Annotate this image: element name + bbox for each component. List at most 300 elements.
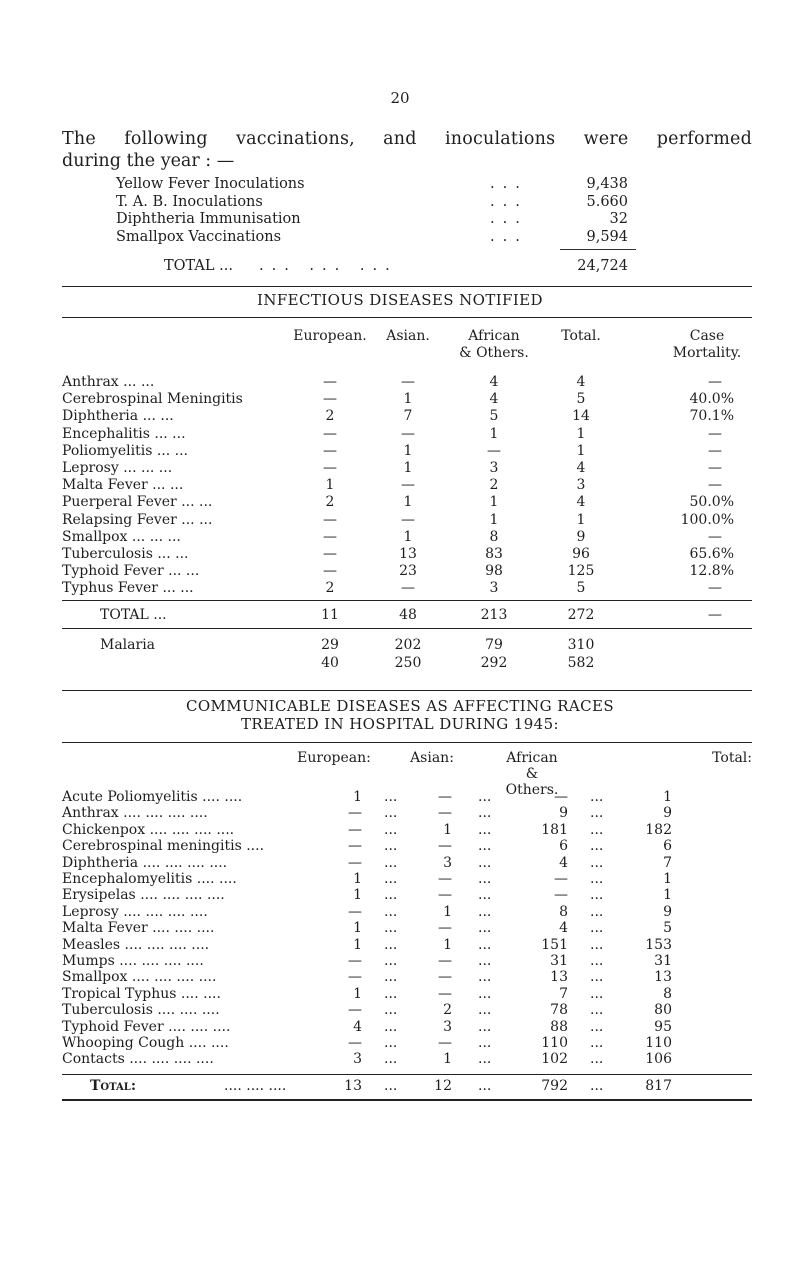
cell-asian: — <box>438 953 452 969</box>
intro-line-2: during the year : — <box>62 151 235 171</box>
cell-african: 8 <box>489 528 499 545</box>
leader-dots: ... <box>590 838 604 855</box>
cell-case-mortality: 70.1% <box>689 408 734 425</box>
cell-asian: 1 <box>403 391 413 408</box>
row-name: Cerebrospinal meningitis .... <box>62 838 265 855</box>
page-number: 20 <box>390 89 410 107</box>
cell-total: 4 <box>576 460 586 476</box>
row-name: Encephalitis ... ... <box>62 425 186 442</box>
table-row <box>62 937 752 954</box>
cell-african: 79 <box>485 637 503 653</box>
cell-african: 4 <box>489 391 499 408</box>
intro-line-1: The following vaccinations, and inoculations were performed <box>62 129 752 149</box>
leader-dots: ... <box>384 936 398 953</box>
vaccination-label: Diphtheria Immunisation <box>116 211 301 227</box>
cell-case-mortality: 12.8% <box>689 563 734 580</box>
leader-dots: ... <box>590 985 604 1002</box>
leader-dots: ... <box>384 1035 398 1051</box>
leader-dots: ... <box>384 903 398 920</box>
cell-african: 792 <box>541 1078 568 1094</box>
row-name: Smallpox .... .... .... .... <box>62 969 217 986</box>
cell-european: — <box>348 953 362 969</box>
cell-african: 4 <box>559 854 568 871</box>
cell-european: — <box>323 563 337 580</box>
cell-european: — <box>323 460 337 476</box>
cell-asian: 12 <box>434 1078 452 1094</box>
cell-asian: 2 <box>443 1002 452 1019</box>
cell-european: — <box>348 1002 362 1019</box>
malaria-row <box>62 655 752 672</box>
leader-dots: ... <box>384 1002 398 1019</box>
row-name: Anthrax .... .... .... .... <box>62 805 208 822</box>
table-row <box>62 426 752 443</box>
table-row <box>62 871 752 888</box>
cell-european: — <box>348 903 362 920</box>
cell-european: — <box>348 854 362 871</box>
cell-case-mortality: — <box>708 442 722 459</box>
cell-case-mortality: — <box>708 528 722 545</box>
leader-dots: ... <box>478 1035 492 1051</box>
cell-asian: 1 <box>403 460 413 476</box>
cell-total: 3 <box>576 477 586 494</box>
cell-european: — <box>348 838 362 855</box>
cell-asian: 48 <box>399 607 417 623</box>
leader-dots: ... <box>590 871 604 887</box>
cell-total: 31 <box>654 953 672 969</box>
col-header-african-line1: African <box>506 750 558 766</box>
cell-total: 1 <box>576 442 586 459</box>
cell-asian: — <box>438 969 452 986</box>
cell-total: 4 <box>576 494 586 511</box>
cell-total: 9 <box>576 528 586 545</box>
table-row <box>62 953 752 970</box>
row-name: Tropical Typhus .... .... <box>62 985 221 1002</box>
col-header-case-line2: Mortality. <box>672 345 742 361</box>
vaccination-row <box>116 229 646 247</box>
leader-dots: ... <box>590 1078 604 1094</box>
cell-asian: — <box>401 511 415 528</box>
col-header-african <box>444 328 544 362</box>
cell-european: — <box>323 442 337 459</box>
row-name: Diphtheria .... .... .... .... <box>62 854 228 871</box>
divider <box>62 600 752 601</box>
vaccination-value: 9,438 <box>586 176 628 192</box>
cell-asian: 1 <box>403 528 413 545</box>
cell-african: 13 <box>550 969 568 986</box>
table-row <box>62 580 752 597</box>
leader-dots: ... <box>490 211 528 227</box>
cell-european: 4 <box>353 1018 362 1035</box>
cell-asian: 1 <box>443 903 452 920</box>
leader-dots: ... <box>384 985 398 1002</box>
cell-case-mortality: — <box>708 580 722 597</box>
row-name: Chickenpox .... .... .... .... <box>62 821 235 838</box>
vaccination-total-value: 24,724 <box>577 258 628 274</box>
vaccination-total-label: TOTAL ... <box>164 258 233 274</box>
infectious-total-row <box>62 607 752 624</box>
cell-african: — <box>487 442 501 459</box>
cell-european: — <box>323 546 337 562</box>
leader-dots: ... <box>384 1051 398 1068</box>
cell-african: 3 <box>489 460 499 476</box>
cell-european: 29 <box>321 637 339 653</box>
col-header-african-line1: African <box>468 328 520 344</box>
leader-dots: ... <box>478 936 492 953</box>
row-name: Typhus Fever ... ... <box>62 580 194 597</box>
table-row <box>62 1002 752 1019</box>
row-name: Relapsing Fever ... ... <box>62 511 213 528</box>
leader-dots: ... <box>478 903 492 920</box>
leader-dots: ... <box>590 920 604 937</box>
vaccination-total-row <box>164 258 646 274</box>
leader-dots: ... <box>590 854 604 871</box>
cell-african: 31 <box>550 953 568 969</box>
row-name: Malaria <box>100 637 156 653</box>
cell-asian: — <box>401 477 415 494</box>
leader-dots: ... <box>384 920 398 937</box>
leader-dots: ... <box>384 1018 398 1035</box>
vaccination-label: T. A. B. Inoculations <box>116 193 263 210</box>
table-row <box>62 838 752 855</box>
col-header-african-line2: & <box>525 766 539 782</box>
cell-asian: — <box>401 580 415 597</box>
cell-asian: — <box>438 805 452 822</box>
cell-african: 292 <box>480 655 508 671</box>
leader-dots: ... <box>384 838 398 855</box>
cell-total: 272 <box>567 607 595 623</box>
communicable-heading-1: COMMUNICABLE DISEASES AS AFFECTING RACES <box>185 697 615 715</box>
table-row <box>62 986 752 1003</box>
vaccination-label: Yellow Fever Inoculations <box>116 176 305 192</box>
row-name: Diphtheria ... ... <box>62 408 174 425</box>
table-row <box>62 904 752 921</box>
cell-asian: 1 <box>403 442 413 459</box>
leader-dots: ... <box>478 1051 492 1068</box>
cell-african: 3 <box>489 580 499 597</box>
cell-total: 4 <box>576 374 586 390</box>
cell-asian: 250 <box>394 655 422 671</box>
leader-dots: ... <box>478 920 492 937</box>
col-header-total: Total: <box>712 750 752 766</box>
row-name: Leprosy ... ... ... <box>62 460 173 476</box>
cell-total: 1 <box>663 871 672 887</box>
cell-case-mortality: — <box>708 374 722 390</box>
cell-european: 1 <box>325 477 335 494</box>
cell-total: 80 <box>654 1002 672 1019</box>
leader-dots: ... <box>384 953 398 969</box>
cell-total: 182 <box>645 821 672 838</box>
cell-case-mortality: — <box>708 477 722 494</box>
leader-dots: ... <box>384 805 398 822</box>
row-name: Typhoid Fever ... ... <box>62 563 200 580</box>
leader-dots: ... <box>590 887 604 904</box>
infectious-heading: INFECTIOUS DISEASES NOTIFIED <box>257 291 543 309</box>
leader-dots: ... <box>478 854 492 871</box>
row-name: Tuberculosis ... ... <box>62 546 189 562</box>
leader-dots: ... <box>478 953 492 969</box>
row-name: Poliomyelitis ... ... <box>62 442 188 459</box>
vaccination-label: Smallpox Vaccinations <box>116 228 282 245</box>
table-row <box>62 477 752 494</box>
communicable-total-row <box>62 1078 752 1095</box>
cell-case-mortality: 65.6% <box>689 546 734 562</box>
leader-dots: ... <box>478 1018 492 1035</box>
table-row <box>62 855 752 872</box>
leader-dots: ... <box>590 1051 604 1068</box>
cell-asian: 23 <box>399 563 417 580</box>
leader-dots: ... <box>590 903 604 920</box>
cell-total: 310 <box>567 637 595 653</box>
row-name: Leprosy .... .... .... .... <box>62 903 208 920</box>
cell-african: 6 <box>559 838 568 855</box>
table-row <box>62 512 752 529</box>
cell-african: 1 <box>489 511 499 528</box>
cell-african: 2 <box>489 477 499 494</box>
communicable-heading-2: TREATED IN HOSPITAL DURING 1945: <box>240 715 560 733</box>
cell-european: — <box>323 511 337 528</box>
cell-case-mortality: 40.0% <box>689 391 734 408</box>
leader-dots: ... <box>490 228 528 245</box>
cell-african: 5 <box>489 408 499 425</box>
cell-asian: 1 <box>443 936 452 953</box>
cell-total: 1 <box>663 789 672 805</box>
leader-dots: ... <box>478 821 492 838</box>
leader-dots: ... <box>478 969 492 986</box>
vaccination-row <box>116 194 646 212</box>
row-name: Measles .... .... .... .... <box>62 936 210 953</box>
table-row <box>62 822 752 839</box>
cell-african: 8 <box>559 903 568 920</box>
cell-total: 5 <box>663 920 672 937</box>
cell-total: 9 <box>663 805 672 822</box>
col-header-case-mortality <box>662 328 752 362</box>
cell-asian: 1 <box>443 1051 452 1068</box>
row-name: TOTAL ... <box>100 607 167 623</box>
cell-european: 1 <box>353 936 362 953</box>
cell-total: 96 <box>572 546 590 562</box>
cell-african: 9 <box>559 805 568 822</box>
table-row <box>62 494 752 511</box>
col-header-case-line1: Case <box>689 328 725 344</box>
cell-african: — <box>554 887 568 904</box>
cell-asian: — <box>438 920 452 937</box>
cell-total: 95 <box>654 1018 672 1035</box>
divider <box>62 628 752 629</box>
divider <box>62 317 752 318</box>
cell-african: 88 <box>550 1018 568 1035</box>
leader-dots: ... <box>590 805 604 822</box>
divider <box>62 742 752 743</box>
cell-total: 153 <box>645 936 672 953</box>
cell-european: 1 <box>353 789 362 805</box>
col-header-african-line3: Others. <box>505 782 559 798</box>
cell-total: 5 <box>576 391 586 408</box>
leader-dots: ... <box>590 1018 604 1035</box>
leader-dots: ... <box>478 1078 492 1094</box>
row-name: Malta Fever .... .... .... <box>62 920 215 937</box>
row-name: Erysipelas .... .... .... .... <box>62 887 225 904</box>
cell-european: — <box>323 391 337 408</box>
cell-asian: 3 <box>443 1018 452 1035</box>
cell-total: 8 <box>663 985 672 1002</box>
vaccination-value: 9,594 <box>586 228 628 245</box>
cell-european: 1 <box>353 871 362 887</box>
vaccination-row <box>116 211 646 229</box>
row-name: Contacts .... .... .... .... <box>62 1051 214 1068</box>
table-row <box>62 563 752 580</box>
table-row <box>62 920 752 937</box>
cell-asian: 1 <box>443 821 452 838</box>
leader-dots: ... <box>590 936 604 953</box>
col-header-european: European: <box>297 750 371 766</box>
leader-dots: ... <box>590 1035 604 1051</box>
row-name: Tuberculosis .... .... .... <box>62 1002 220 1019</box>
cell-african: 181 <box>541 821 568 838</box>
leader-dots: ... <box>384 1078 398 1094</box>
cell-african: 110 <box>541 1035 568 1051</box>
leader-dots: ... <box>384 854 398 871</box>
leader-dots: ... <box>478 838 492 855</box>
leader-dots: ... <box>384 969 398 986</box>
table-row <box>62 969 752 986</box>
divider <box>62 1099 752 1101</box>
cell-african: 98 <box>485 563 503 580</box>
row-name: Whooping Cough .... .... <box>62 1035 229 1051</box>
table-row <box>62 374 752 391</box>
leader-dots: ... <box>478 789 492 805</box>
cell-african: 1 <box>489 494 499 511</box>
leader-dots: ... ... ... <box>259 258 398 274</box>
cell-european: — <box>348 969 362 986</box>
cell-european: 1 <box>353 985 362 1002</box>
vaccinations-list <box>116 176 646 246</box>
row-name: Encephalomyelitis .... .... <box>62 871 237 887</box>
leader-dots: ... <box>590 953 604 969</box>
row-name: Anthrax ... ... <box>62 374 155 390</box>
cell-african: 4 <box>489 374 499 390</box>
leader-dots: ... <box>384 887 398 904</box>
row-name: Puerperal Fever ... ... <box>62 494 213 511</box>
divider <box>62 690 752 691</box>
cell-total: 7 <box>663 854 672 871</box>
leader-dots: ... <box>384 789 398 805</box>
cell-european: 11 <box>321 607 339 623</box>
cell-european: 2 <box>325 580 335 597</box>
table-row <box>62 460 752 477</box>
cell-african: 78 <box>550 1002 568 1019</box>
cell-case-mortality: — <box>708 607 722 623</box>
cell-total: 1 <box>576 425 586 442</box>
cell-total: 582 <box>567 655 595 671</box>
table-row <box>62 408 752 425</box>
leader-dots: ... <box>384 821 398 838</box>
cell-european: — <box>348 805 362 822</box>
vaccination-value: 5.660 <box>586 193 628 210</box>
vaccination-row <box>116 176 646 194</box>
row-name: Smallpox ... ... ... <box>62 528 181 545</box>
cell-european: — <box>323 425 337 442</box>
cell-african: 83 <box>485 546 503 562</box>
cell-european: — <box>323 528 337 545</box>
leader-dots: ... <box>478 985 492 1002</box>
divider <box>62 286 752 287</box>
cell-asian: — <box>438 838 452 855</box>
leader-dots: ... <box>478 887 492 904</box>
cell-total: 110 <box>645 1035 672 1051</box>
cell-asian: 13 <box>399 546 417 562</box>
leader-dots: ... <box>478 1002 492 1019</box>
cell-asian: 7 <box>403 408 413 425</box>
cell-total: 6 <box>663 838 672 855</box>
cell-european: 2 <box>325 408 335 425</box>
cell-asian: 1 <box>403 494 413 511</box>
leader-dots: ... <box>490 193 528 210</box>
cell-african: 7 <box>559 985 568 1002</box>
leader-dots: .... .... .... <box>224 1078 287 1094</box>
table-row <box>62 1019 752 1036</box>
cell-total: 1 <box>576 511 586 528</box>
leader-dots: ... <box>590 821 604 838</box>
cell-european: 13 <box>344 1078 362 1094</box>
cell-total: 817 <box>645 1078 672 1094</box>
table-row <box>62 443 752 460</box>
col-header-african-line2: & Others. <box>459 345 529 361</box>
row-name: Mumps .... .... .... .... <box>62 953 204 969</box>
row-name: Cerebrospinal Meningitis <box>62 391 243 408</box>
table-row <box>62 391 752 408</box>
cell-asian: — <box>401 425 415 442</box>
col-header-asian: Asian: <box>410 750 454 766</box>
table-row <box>62 887 752 904</box>
leader-dots: ... <box>478 805 492 822</box>
cell-european: 1 <box>353 920 362 937</box>
cell-european: 1 <box>353 887 362 904</box>
cell-european: 3 <box>353 1051 362 1068</box>
table-row <box>62 805 752 822</box>
table-row <box>62 546 752 563</box>
cell-case-mortality: — <box>708 425 722 442</box>
cell-european: 40 <box>321 655 339 671</box>
row-name: Acute Poliomyelitis .... .... <box>62 789 243 805</box>
cell-asian: — <box>401 374 415 390</box>
cell-total: 13 <box>654 969 672 986</box>
leader-dots: ... <box>590 969 604 986</box>
vaccination-value: 32 <box>609 211 628 227</box>
sum-rule <box>560 249 636 250</box>
cell-asian: — <box>438 1035 452 1051</box>
cell-african: 4 <box>559 920 568 937</box>
cell-african: 151 <box>541 936 568 953</box>
cell-african: 213 <box>480 607 508 623</box>
cell-asian: 3 <box>443 854 452 871</box>
cell-european: — <box>323 374 337 390</box>
cell-asian: 202 <box>394 637 422 653</box>
cell-african: 1 <box>489 425 499 442</box>
cell-african: 102 <box>541 1051 568 1068</box>
leader-dots: ... <box>490 176 528 192</box>
row-name: Typhoid Fever .... .... .... <box>62 1018 231 1035</box>
cell-european: 2 <box>325 494 335 511</box>
cell-case-mortality: 50.0% <box>689 494 734 511</box>
cell-case-mortality: 100.0% <box>680 511 734 528</box>
cell-african: — <box>554 871 568 887</box>
cell-total: 125 <box>567 563 595 580</box>
cell-total: 5 <box>576 580 586 597</box>
cell-total: 1 <box>663 887 672 904</box>
leader-dots: ... <box>384 871 398 887</box>
leader-dots: ... <box>478 871 492 887</box>
table-row <box>62 789 752 806</box>
